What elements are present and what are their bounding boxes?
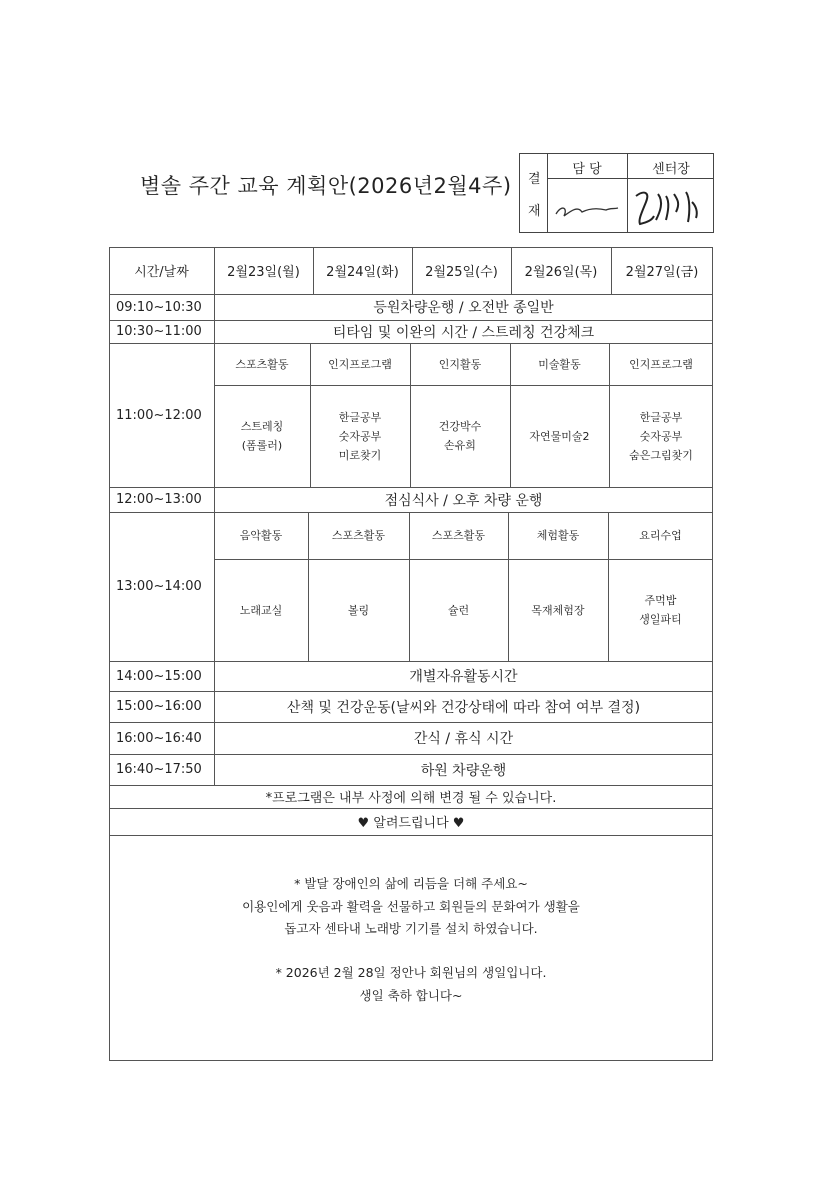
content-cell: 목재체험장 xyxy=(531,603,585,617)
content-cell: 주먹밥 생일파티 xyxy=(639,594,682,626)
page-title: 별솔 주간 교육 계획안(2026년2월4주) xyxy=(140,174,512,198)
category-cell: 미술활동 xyxy=(538,357,581,371)
time-slot: 16:40~17:50 xyxy=(116,762,202,777)
category-cell: 스포츠활동 xyxy=(331,529,386,542)
activity-span: 개별자유활동시간 xyxy=(409,669,518,685)
content-cell: 한글공부 숫자공부 숨은그림찾기 xyxy=(629,410,693,462)
header-day-mon: 2월23일(월) xyxy=(227,265,300,280)
header-day-fri: 2월27일(금) xyxy=(625,265,699,280)
category-cell: 스포츠활동 xyxy=(235,357,289,371)
approval-col-director: 센터장 xyxy=(652,162,690,177)
header-day-thu: 2월26일(목) xyxy=(524,265,598,280)
time-slot: 09:10~10:30 xyxy=(116,299,202,315)
category-cell: 요리수업 xyxy=(639,529,682,542)
activity-span: 등원차량운행 / 오전반 종일반 xyxy=(373,300,554,316)
content-cell: 건강박수 손유희 xyxy=(438,420,482,452)
header-day-wed: 2월25일(수) xyxy=(425,265,498,280)
category-cell: 체험활동 xyxy=(536,529,580,542)
time-slot: 12:00~13:00 xyxy=(116,492,202,507)
time-slot: 16:00~16:40 xyxy=(116,730,202,746)
notice-header: ♥ 알려드립니다 ♥ xyxy=(357,816,465,831)
notice-line: * 발달 장애인의 삶에 리듬을 더해 주세요~ xyxy=(294,876,528,891)
approval-label-1: 결 xyxy=(528,172,541,187)
time-slot: 11:00~12:00 xyxy=(116,407,202,423)
content-cell: 슐런 xyxy=(447,603,470,617)
notice-line: 돕고자 센타내 노래방 기기를 설치 하였습니다. xyxy=(284,921,538,936)
activity-span: 하원 차량운행 xyxy=(420,762,507,779)
category-cell: 스포츠활동 xyxy=(431,529,486,542)
time-slot: 13:00~14:00 xyxy=(116,579,202,594)
content-cell: 스트레칭 (폼롤러) xyxy=(240,420,284,452)
category-cell: 인지활동 xyxy=(438,357,482,371)
activity-span: 산책 및 건강운동(날씨와 건강상태에 따라 참여 여부 결정) xyxy=(286,699,641,716)
content-cell: 볼링 xyxy=(347,603,370,617)
content-cell: 자연물미술2 xyxy=(529,429,590,443)
activity-span: 점심식사 / 오후 차량 운행 xyxy=(384,492,543,509)
notice-line: * 2026년 2월 28일 정안나 회원님의 생일입니다. xyxy=(275,965,547,980)
content-cell: 한글공부 숫자공부 미로찾기 xyxy=(338,410,382,462)
approval-col-manager: 담 당 xyxy=(572,162,602,177)
notice-line: 생일 축하 합니다~ xyxy=(359,988,463,1003)
notice-line: 이용인에게 웃음과 활력을 선물하고 회원들의 문화여가 생활을 xyxy=(242,899,580,914)
director-signature xyxy=(630,182,712,230)
header-day-tue: 2월24일(화) xyxy=(326,265,399,280)
category-cell: 인지프로그램 xyxy=(328,357,392,371)
category-cell: 인지프로그램 xyxy=(629,357,693,371)
content-cell: 노래교실 xyxy=(239,603,283,617)
time-slot: 14:00~15:00 xyxy=(116,668,202,684)
approval-box xyxy=(519,153,714,233)
category-cell: 음악활동 xyxy=(239,529,283,542)
approval-label-2: 재 xyxy=(528,204,541,219)
time-slot: 10:30~11:00 xyxy=(116,324,202,339)
schedule-note: *프로그램은 내부 사정에 의해 변경 될 수 있습니다. xyxy=(265,791,557,806)
time-slot: 15:00~16:00 xyxy=(116,699,202,714)
activity-span: 간식 / 휴식 시간 xyxy=(413,731,514,747)
header-time-label: 시간/날짜 xyxy=(134,265,189,280)
activity-span: 티타임 및 이완의 시간 / 스트레칭 건강체크 xyxy=(332,324,595,341)
manager-signature xyxy=(552,184,622,226)
